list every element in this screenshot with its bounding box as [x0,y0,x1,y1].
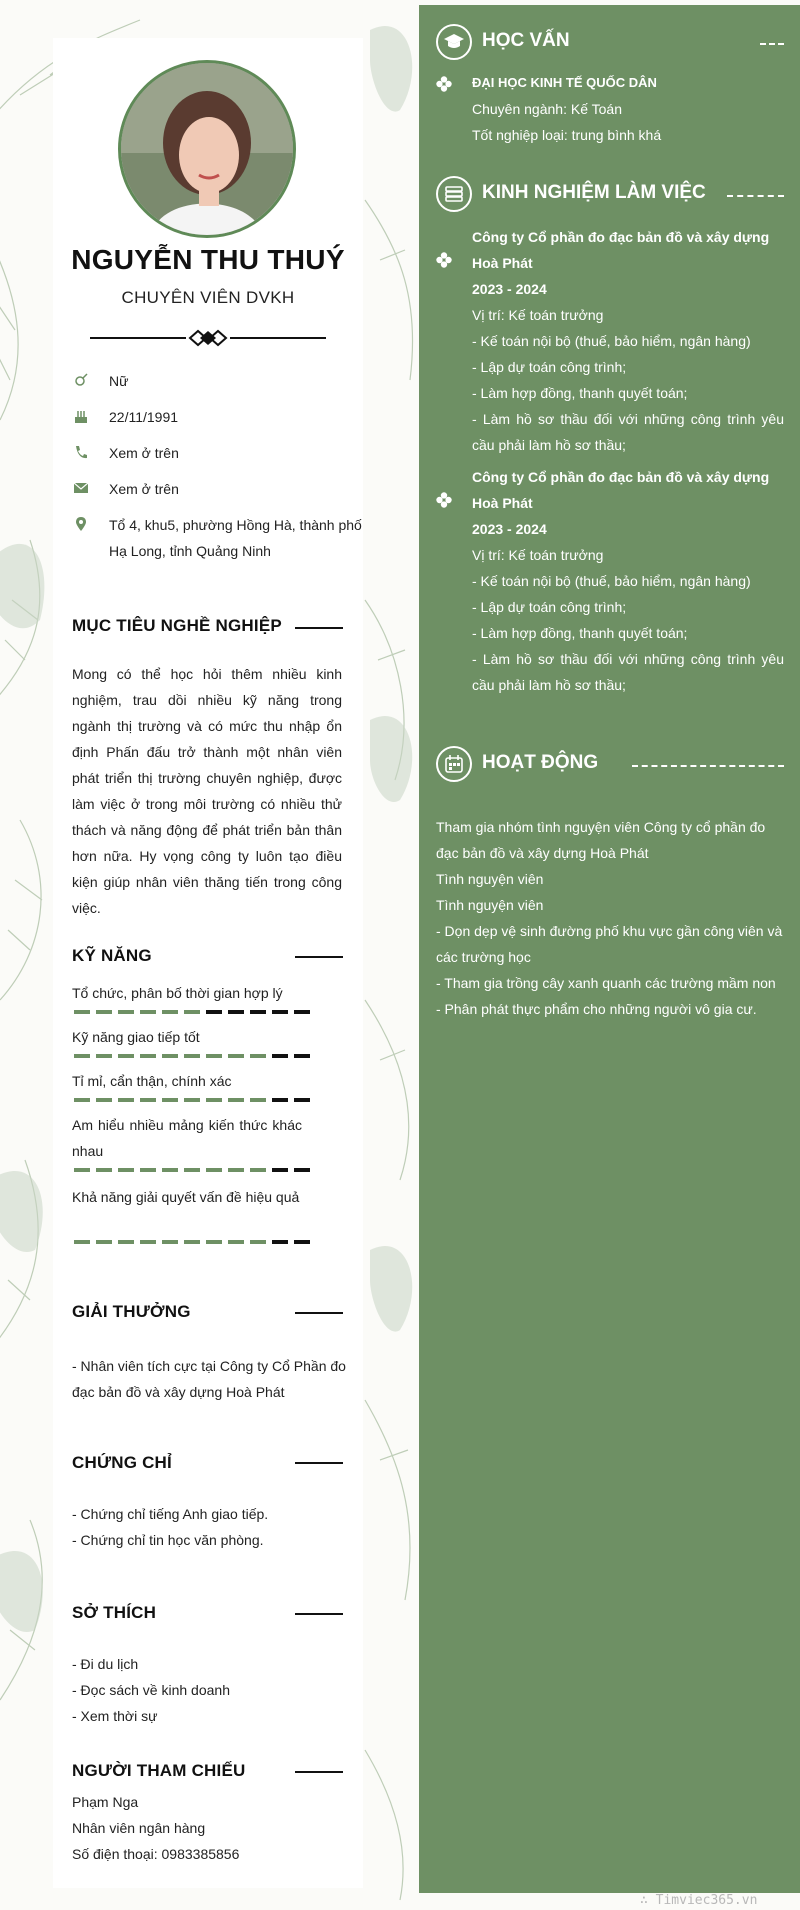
skill-segment-filled [228,1098,244,1102]
skill-segment-filled [118,1168,134,1172]
skill-name: Khả năng giải quyết vấn đề hiệu quả [72,1189,300,1205]
skill-segment-filled [140,1240,156,1244]
activity-line: Tham gia nhóm tình nguyện viên Công ty cổ phần đo đạc bản đồ và xây dựng Hoà Phát [436,819,766,861]
reference-line: Số điện thoại: 0983385856 [72,1846,240,1862]
hobbies-title-line [295,1613,343,1615]
skill-segment-empty [294,1168,310,1172]
skill-segment-filled [96,1010,112,1014]
skills-title-line [295,956,343,958]
graduation-cap-icon [436,24,472,60]
awards-title: GIẢI THƯỞNG [72,1302,191,1321]
job-period: 2023 - 2024 [472,521,547,537]
watermark: ∴ Timviec365.vn [640,1893,758,1908]
job-title: CHUYÊN VIÊN DVKH [121,288,295,307]
skill-segment-empty [206,1010,222,1014]
job-duty: - Kế toán nội bộ (thuế, bảo hiểm, ngân hàng) [472,333,751,349]
address-text: Tổ 4, khu5, phường Hồng Hà, thành phố Hạ Long, tỉnh Quảng Ninh [109,517,362,559]
activity-line: - Tham gia trồng cây xanh quanh các trường mầm non [436,975,776,991]
activity-line: Tình nguyện viên [436,871,544,887]
map-pin-icon [74,516,88,532]
skill-segment-filled [118,1010,134,1014]
education-dash-line [760,43,784,45]
gender-text: Nữ [109,373,129,389]
skill-level-bar [74,1098,310,1102]
reference-line: Phạm Nga [72,1794,139,1810]
gender-icon [74,372,88,388]
job-period: 2023 - 2024 [472,281,547,297]
email-text: Xem ở trên [109,481,179,497]
skill-segment-filled [184,1240,200,1244]
skill-segment-filled [228,1168,244,1172]
job-duty: - Làm hợp đồng, thanh quyết toán; [472,385,688,401]
books-icon [436,176,472,212]
job-entry [472,224,784,458]
skill-segment-filled [140,1098,156,1102]
job-position: Vị trí: Kế toán trưởng [472,547,604,563]
avatar [118,60,296,238]
skill-name: Kỹ năng giao tiếp tốt [72,1029,200,1045]
skill-segment-empty [250,1010,266,1014]
awards-text: - Nhân viên tích cực tại Công ty Cổ Phần đo đạc bản đồ và xây dựng Hoà Phát [72,1358,346,1400]
skill-level-bar [74,1010,310,1014]
skill-segment-filled [250,1098,266,1102]
skill-segment-empty [294,1098,310,1102]
skill-segment-filled [96,1054,112,1058]
skill-level-bar [74,1168,310,1172]
activity-calendar-icon [436,746,472,782]
skill-segment-filled [118,1098,134,1102]
objective-title-line [295,627,343,629]
skill-level-bar [74,1240,310,1244]
skill-segment-filled [96,1098,112,1102]
skill-segment-empty [294,1010,310,1014]
skill-segment-empty [228,1010,244,1014]
skill-segment-filled [206,1054,222,1058]
envelope-icon [74,480,88,496]
job-duty: - Làm hồ sơ thầu đối với những công trình yêu cầu phải làm hồ sơ thầu; [472,651,784,693]
skill-segment-filled [74,1098,90,1102]
certificates-title: CHỨNG CHỈ [72,1453,172,1472]
hobby-line: - Đi du lịch [72,1656,139,1672]
flower-bullet-icon [436,492,452,508]
skill-segment-filled [96,1168,112,1172]
phone-icon [74,444,88,460]
skill-segment-filled [228,1054,244,1058]
hobbies-title: SỞ THÍCH [72,1603,157,1622]
skill-segment-filled [74,1168,90,1172]
birthday-cake-icon [74,408,88,424]
education-grade: Tốt nghiệp loại: trung bình khá [472,127,662,143]
skill-segment-filled [74,1240,90,1244]
experience-title: KINH NGHIỆM LÀM VIỆC [482,182,706,203]
full-name: NGUYỄN THU THUÝ [71,244,345,275]
skill-segment-empty [272,1240,288,1244]
skill-segment-filled [118,1054,134,1058]
skill-segment-filled [140,1010,156,1014]
skill-segment-filled [140,1168,156,1172]
phone-text: Xem ở trên [109,445,179,461]
objective-text: Mong có thể học hỏi thêm nhiều kinh nghiệm, trau dồi nhiều kỹ năng trong ngành thị trường và có mức thu nhập ổn định Phấn đấu trở thành một nhân viên phát triển thị trường chuyên nghiệp, được làm việc ở trong môi trường có nhiều thử thách và năng động để phát triển bản thân hơn nữa. Hy vọng công ty luôn tạo điều kiện giúp nhân viên thăng tiến trong công việc. [72,666,342,916]
activity-line: Tình nguyện viên [436,897,544,913]
job-duty: - Làm hồ sơ thầu đối với những công trình yêu cầu phải làm hồ sơ thầu; [472,411,784,453]
company-name: Công ty Cổ phần đo đạc bản đồ và xây dựng Hoà Phát [472,229,770,271]
skill-name: Tổ chức, phân bố thời gian hợp lý [72,985,283,1001]
skill-segment-filled [74,1054,90,1058]
birthday-text: 22/11/1991 [109,409,179,425]
references-title-line [295,1771,343,1773]
skill-segment-empty [272,1054,288,1058]
job-duty: - Kế toán nội bộ (thuế, bảo hiểm, ngân hàng) [472,573,751,589]
hobby-line: - Đọc sách về kinh doanh [72,1682,230,1698]
skill-segment-filled [162,1098,178,1102]
education-title: HỌC VẤN [482,30,570,51]
skill-segment-filled [184,1010,200,1014]
skill-segment-filled [184,1168,200,1172]
company-name: Công ty Cổ phần đo đạc bản đồ và xây dựng Hoà Phát [472,469,770,511]
job-duty: - Lập dự toán công trình; [472,359,627,375]
skill-segment-filled [184,1098,200,1102]
skill-segment-empty [294,1054,310,1058]
objective-title: MỤC TIÊU NGHỀ NGHIỆP [72,616,282,635]
activities-title: HOẠT ĐỘNG [482,752,599,773]
skill-segment-filled [206,1168,222,1172]
certificates-title-line [295,1462,343,1464]
job-entry [472,464,784,698]
skill-segment-filled [206,1098,222,1102]
skill-segment-filled [162,1168,178,1172]
activities-block [436,814,784,1022]
certificate-line: - Chứng chỉ tiếng Anh giao tiếp. [72,1506,269,1522]
skill-segment-empty [272,1010,288,1014]
skill-segment-filled [250,1240,266,1244]
skill-segment-filled [184,1054,200,1058]
skill-segment-filled [228,1240,244,1244]
hobby-line: - Xem thời sự [72,1708,158,1724]
activity-line: - Phân phát thực phẩm cho những người vô gia cư. [436,1001,757,1017]
skill-segment-filled [96,1240,112,1244]
skill-segment-filled [250,1168,266,1172]
skill-name: Tỉ mỉ, cẩn thận, chính xác [72,1073,232,1089]
references-title: NGƯỜI THAM CHIẾU [72,1761,246,1780]
awards-title-line [295,1312,343,1314]
name-divider [90,328,326,348]
skill-segment-filled [162,1010,178,1014]
skill-segment-filled [250,1054,266,1058]
activity-line: - Dọn dẹp vệ sinh đường phố khu vực gần công viên và các trường học [436,923,783,965]
reference-line: Nhân viên ngân hàng [72,1820,206,1836]
skill-name: Am hiểu nhiều mảng kiến thức khác nhau [72,1117,302,1159]
education-major: Chuyên ngành: Kế Toán [472,101,622,117]
school-name: ĐẠI HỌC KINH TẾ QUỐC DÂN [472,75,657,90]
job-duty: - Làm hợp đồng, thanh quyết toán; [472,625,688,641]
skill-segment-filled [118,1240,134,1244]
experience-dash-line [727,195,784,197]
skill-segment-empty [272,1168,288,1172]
skill-level-bar [74,1054,310,1058]
job-position: Vị trí: Kế toán trưởng [472,307,604,323]
flower-bullet-icon [436,76,452,92]
certificate-line: - Chứng chỉ tin học văn phòng. [72,1532,264,1548]
skill-segment-filled [162,1054,178,1058]
education-block [472,70,784,148]
skills-title: KỸ NĂNG [72,946,152,965]
avatar-photo [121,63,293,235]
skill-segment-filled [162,1240,178,1244]
flower-bullet-icon [436,252,452,268]
job-duty: - Lập dự toán công trình; [472,599,627,615]
activities-dash-line [632,765,784,767]
skill-segment-empty [272,1098,288,1102]
skill-segment-filled [206,1240,222,1244]
skill-segment-filled [74,1010,90,1014]
skill-segment-empty [294,1240,310,1244]
skill-segment-filled [140,1054,156,1058]
